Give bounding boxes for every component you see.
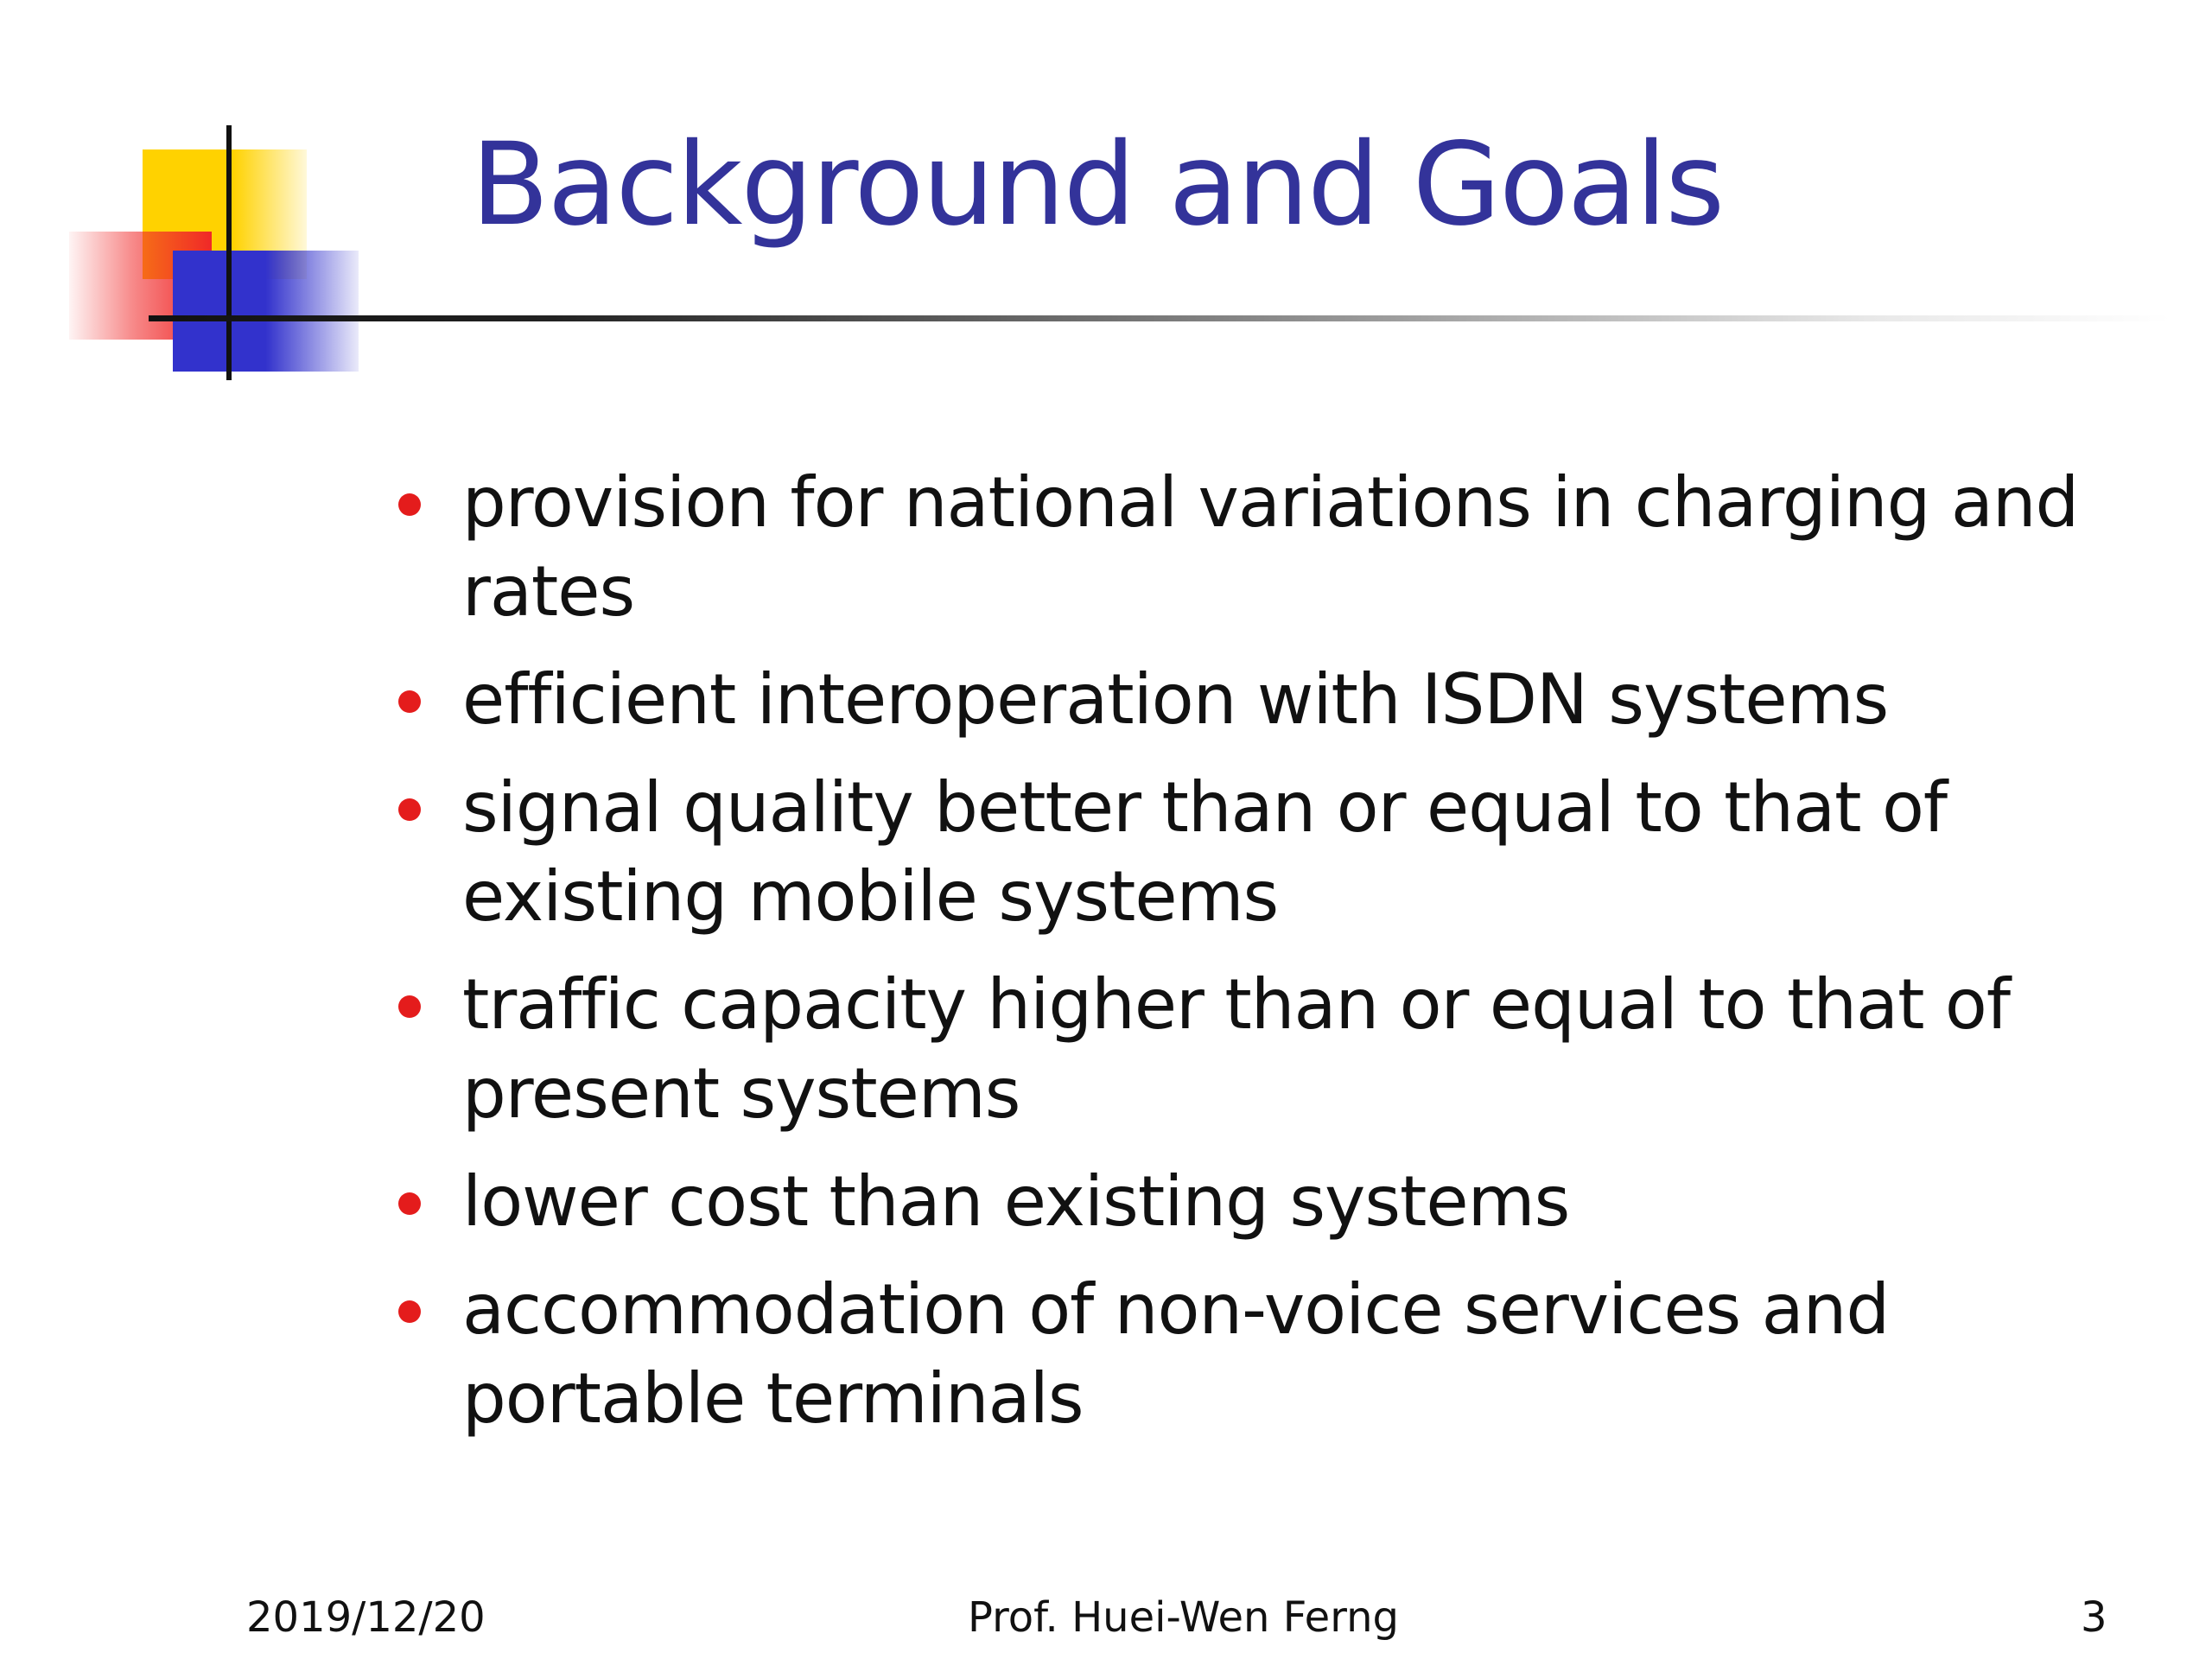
bullet-text: efficient interoperation with ISDN systems: [462, 659, 1889, 740]
bullet-dot-icon: [398, 995, 421, 1018]
bullet-dot-icon: [398, 493, 421, 516]
slide-title: Background and Goals: [471, 118, 1724, 251]
bullet-text: signal quality better than or equal to that of existing mobile systems: [462, 767, 1948, 937]
bullet-text: accommodation of non-voice services and portable terminals: [462, 1269, 1890, 1439]
bullet-item: [393, 458, 2139, 636]
decorative-vertical-line: [226, 125, 232, 380]
bullet-dot-icon: [398, 1300, 421, 1323]
bullet-text: traffic capacity higher than or equal to that of present systems: [462, 964, 2010, 1134]
bullet-item: [393, 960, 2139, 1138]
bullet-list: [393, 458, 2121, 1462]
bullet-item: [393, 655, 2139, 744]
bullet-text: provision for national variations in charging and rates: [462, 462, 2079, 632]
bullet-dot-icon: [398, 690, 421, 713]
bullet-dot-icon: [398, 1192, 421, 1215]
bullet-item: [393, 1157, 2139, 1246]
bullet-text: lower cost than existing systems: [462, 1161, 1570, 1242]
footer-author: Prof. Huei-Wen Ferng: [968, 1593, 1399, 1642]
footer-date: 2019/12/20: [246, 1593, 486, 1642]
page-number: 3: [2081, 1593, 2107, 1642]
bullet-dot-icon: [398, 798, 421, 821]
bullet-item: [393, 763, 2139, 941]
bullet-item: [393, 1265, 2139, 1443]
title-underline: [149, 315, 2171, 321]
decorative-blue-square: [173, 251, 359, 372]
